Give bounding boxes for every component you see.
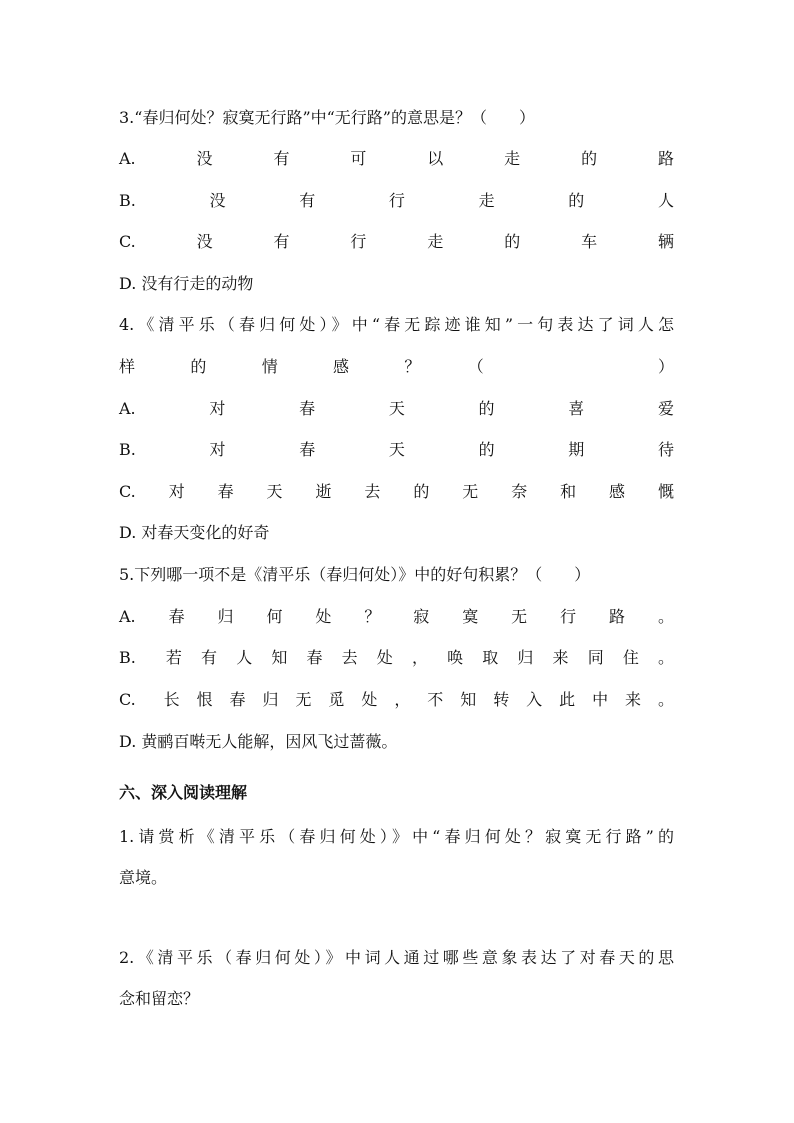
q5-option-a: A. 春 归 何 处 ？ 寂 寞 无 行 路 。 [119,607,674,626]
q4-option-c: C. 对 春 天 逝 去 的 无 奈 和 感 慨 [119,482,674,501]
section6-item1-line2: 意境。 [119,868,168,887]
section6-item2-line2: 念和留恋？ [119,989,200,1008]
section6-heading: 六、深入阅读理解 [119,783,248,802]
q4-stem-line2: 样 的 情 感 ？ （ ） [119,357,674,376]
section6-item1-line1: 1.请赏析《清平乐（春归何处）》中“春归何处？寂寞无行路”的 [119,827,674,846]
section6-item2-line1: 2.《清平乐（春归何处）》中词人通过哪些意象表达了对春天的思 [119,948,674,967]
q5-option-c: C. 长 恨 春 归 无 觅 处 ， 不 知 转 入 此 中 来 。 [119,690,674,709]
q4-option-d: D. 对春天变化的好奇 [119,523,270,542]
q3-option-d: D. 没有行走的动物 [119,274,254,293]
q4-option-b: B. 对 春 天 的 期 待 [119,440,674,459]
q3-option-b: B. 没 有 行 走 的 人 [119,191,674,210]
q5-option-b: B. 若 有 人 知 春 去 处 ， 唤 取 归 来 同 住 。 [119,648,674,667]
q5-option-d: D. 黄鹂百啭无人能解，因风飞过蔷薇。 [119,732,398,751]
q5-stem: 5.下列哪一项不是《清平乐（春归何处）》中的好句积累？（ ） [119,565,591,584]
q3-option-a: A. 没 有 可 以 走 的 路 [119,149,674,168]
q4-stem-line1: 4.《清平乐（春归何处）》中“春无踪迹谁知”一句表达了词人怎 [119,315,674,334]
q3-option-c: C. 没 有 行 走 的 车 辆 [119,232,674,251]
q3-stem: 3.“春归何处？寂寞无行路”中“无行路”的意思是？（ ） [119,108,535,127]
q4-option-a: A. 对 春 天 的 喜 爱 [119,399,674,418]
